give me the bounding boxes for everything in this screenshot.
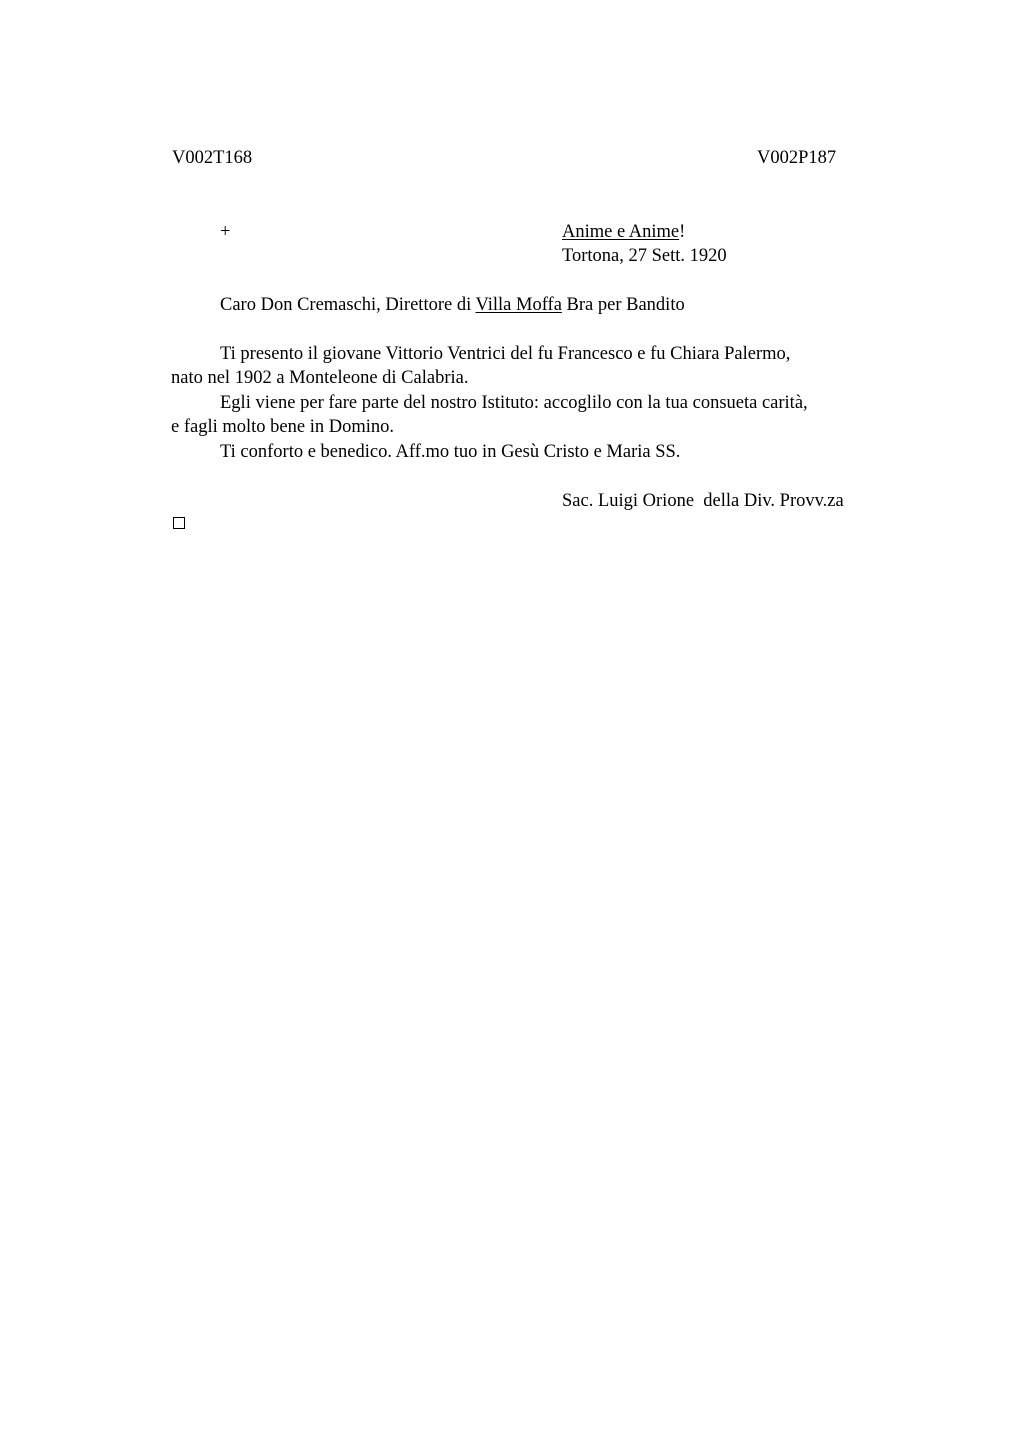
salutation-before: Caro Don Cremaschi, Direttore di [220,295,476,315]
paragraph-2-line-2: e fagli molto bene in Domino. [171,417,394,437]
motto [562,220,685,244]
signature: Sac. Luigi Orione della Div. Provv.za [562,491,844,511]
paragraph-3-line-1: Ti conforto e benedico. Aff.mo tuo in Gesù Cristo e Maria SS. [220,442,681,462]
motto-suffix: ! [679,222,686,242]
square-icon [173,517,185,529]
paragraph-1-line-2: nato nel 1902 a Monteleone di Calabria. [171,368,469,388]
paragraph-1-line-1: Ti presento il giovane Vittorio Ventrici del fu Francesco e fu Chiara Palermo, [220,344,791,364]
place-date: Tortona, 27 Sett. 1920 [562,246,727,266]
paragraph-2-line-1: Egli viene per fare parte del nostro Istituto: accoglilo con la tua consueta carità, [220,393,808,413]
document-code-right: V002P187 [757,148,837,168]
salutation [220,293,685,317]
cross-mark: + [220,222,231,242]
document-code-left: V002T168 [172,148,253,168]
salutation-after: Bra per Bandito [561,295,685,315]
salutation-underlined: Villa Moffa [475,295,562,315]
motto-underlined: Anime e Anime [562,222,680,242]
